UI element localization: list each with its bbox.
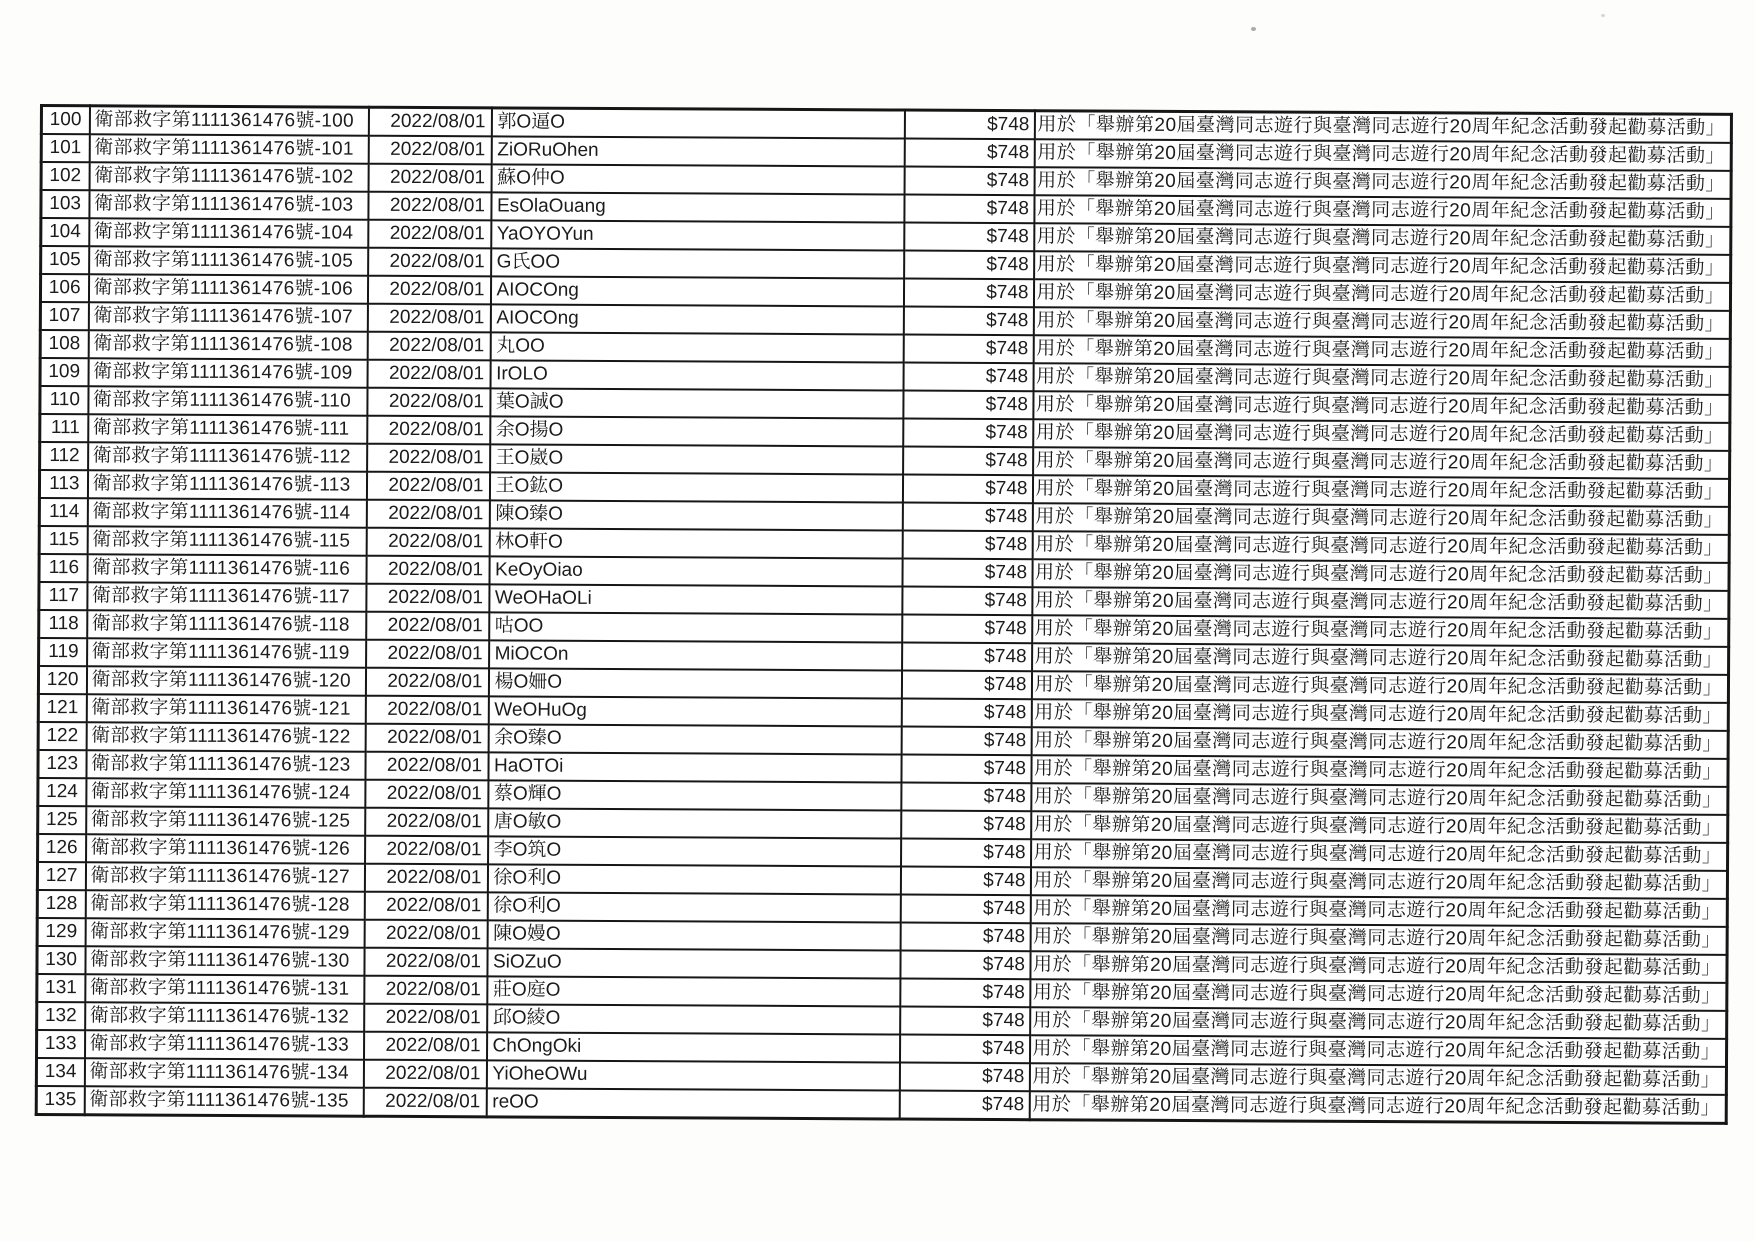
- purpose-cell: 用於「舉辦第20屆臺灣同志遊行與臺灣同志遊行20周年紀念活動發起勸募活動」: [1031, 727, 1728, 759]
- row-number-cell: 104: [41, 218, 89, 246]
- permit-number-cell: 衛部救字第1111361476號-108: [88, 330, 367, 359]
- permit-number-cell: 衛部救字第1111361476號-130: [85, 946, 364, 975]
- purpose-cell: 用於「舉辦第20屆臺灣同志遊行與臺灣同志遊行20周年紀念活動發起勸募活動」: [1032, 503, 1729, 535]
- amount-cell: $748: [904, 195, 1034, 224]
- amount-cell: $748: [899, 1035, 1029, 1064]
- row-number-cell: 109: [40, 358, 88, 386]
- permit-number-cell: 衛部救字第1111361476號-120: [86, 666, 365, 695]
- row-number-cell: 121: [38, 694, 86, 722]
- amount-cell: $748: [903, 279, 1033, 308]
- donor-name-cell: 蘇O仲O: [491, 164, 904, 194]
- amount-cell: $748: [901, 699, 1031, 728]
- amount-cell: $748: [902, 643, 1032, 672]
- permit-number-cell: 衛部救字第1111361476號-121: [86, 694, 365, 723]
- donor-name-cell: 邱O綾O: [487, 1004, 900, 1034]
- row-number-cell: 101: [41, 134, 89, 162]
- permit-number-cell: 衛部救字第1111361476號-134: [84, 1058, 363, 1087]
- row-number-cell: 128: [37, 890, 85, 918]
- date-cell: 2022/08/01: [364, 892, 487, 921]
- date-cell: 2022/08/01: [367, 444, 490, 473]
- amount-cell: $748: [900, 895, 1030, 924]
- purpose-cell: 用於「舉辦第20屆臺灣同志遊行與臺灣同志遊行20周年紀念活動發起勸募活動」: [1031, 671, 1728, 703]
- purpose-cell: 用於「舉辦第20屆臺灣同志遊行與臺灣同志遊行20周年紀念活動發起勸募活動」: [1032, 615, 1729, 647]
- date-cell: 2022/08/01: [364, 1004, 487, 1033]
- date-cell: 2022/08/01: [366, 556, 489, 585]
- date-cell: 2022/08/01: [364, 976, 487, 1005]
- permit-number-cell: 衛部救字第1111361476號-116: [87, 554, 366, 583]
- date-cell: 2022/08/01: [368, 220, 491, 249]
- date-cell: 2022/08/01: [366, 640, 489, 669]
- purpose-cell: 用於「舉辦第20屆臺灣同志遊行與臺灣同志遊行20周年紀念活動發起勸募活動」: [1031, 839, 1728, 871]
- donor-name-cell: 葉O誠O: [490, 388, 903, 418]
- date-cell: 2022/08/01: [365, 836, 488, 865]
- row-number-cell: 126: [38, 834, 86, 862]
- permit-number-cell: 衛部救字第1111361476號-122: [86, 722, 365, 751]
- date-cell: 2022/08/01: [365, 752, 488, 781]
- date-cell: 2022/08/01: [367, 416, 490, 445]
- date-cell: 2022/08/01: [367, 360, 490, 389]
- permit-number-cell: 衛部救字第1111361476號-128: [85, 890, 364, 919]
- scan-speck: [1187, 1089, 1193, 1092]
- amount-cell: $748: [902, 587, 1032, 616]
- donor-name-cell: 楊O姍O: [488, 668, 901, 698]
- row-number-cell: 115: [39, 526, 87, 554]
- purpose-cell: 用於「舉辦第20屆臺灣同志遊行與臺灣同志遊行20周年紀念活動發起勸募活動」: [1033, 391, 1730, 423]
- amount-cell: $748: [901, 727, 1031, 756]
- donor-name-cell: 蔡O輝O: [488, 780, 901, 810]
- donor-name-cell: AIOCOng: [490, 304, 903, 334]
- row-number-cell: 122: [38, 722, 86, 750]
- donor-name-cell: 陳O臻O: [489, 500, 902, 530]
- row-number-cell: 108: [40, 330, 88, 358]
- row-number-cell: 117: [39, 582, 87, 610]
- amount-cell: $748: [903, 307, 1033, 336]
- permit-number-cell: 衛部救字第1111361476號-127: [85, 862, 364, 891]
- purpose-cell: 用於「舉辦第20屆臺灣同志遊行與臺灣同志遊行20周年紀念活動發起勸募活動」: [1030, 895, 1727, 927]
- donor-name-cell: YiOheOWu: [486, 1060, 899, 1090]
- permit-number-cell: 衛部救字第1111361476號-111: [88, 414, 367, 443]
- row-number-cell: 116: [39, 554, 87, 582]
- permit-number-cell: 衛部救字第1111361476號-129: [85, 918, 364, 947]
- purpose-cell: 用於「舉辦第20屆臺灣同志遊行與臺灣同志遊行20周年紀念活動發起勸募活動」: [1029, 1063, 1726, 1095]
- purpose-cell: 用於「舉辦第20屆臺灣同志遊行與臺灣同志遊行20周年紀念活動發起勸募活動」: [1033, 419, 1730, 451]
- row-number-cell: 131: [37, 974, 85, 1002]
- date-cell: 2022/08/01: [368, 164, 491, 193]
- purpose-cell: 用於「舉辦第20屆臺灣同志遊行與臺灣同志遊行20周年紀念活動發起勸募活動」: [1033, 307, 1730, 339]
- permit-number-cell: 衛部救字第1111361476號-124: [86, 778, 365, 807]
- amount-cell: $748: [900, 867, 1030, 896]
- purpose-cell: 用於「舉辦第20屆臺灣同志遊行與臺灣同志遊行20周年紀念活動發起勸募活動」: [1034, 111, 1731, 143]
- date-cell: 2022/08/01: [365, 668, 488, 697]
- donor-name-cell: SiOZuO: [487, 948, 900, 978]
- donor-name-cell: IrOLO: [490, 360, 903, 390]
- permit-number-cell: 衛部救字第1111361476號-118: [87, 610, 366, 639]
- purpose-cell: 用於「舉辦第20屆臺灣同志遊行與臺灣同志遊行20周年紀念活動發起勸募活動」: [1032, 475, 1729, 507]
- amount-cell: $748: [903, 419, 1033, 448]
- row-number-cell: 105: [41, 246, 89, 274]
- purpose-cell: 用於「舉辦第20屆臺灣同志遊行與臺灣同志遊行20周年紀念活動發起勸募活動」: [1033, 447, 1730, 479]
- row-number-cell: 120: [38, 666, 86, 694]
- date-cell: 2022/08/01: [365, 696, 488, 725]
- row-number-cell: 112: [40, 442, 88, 470]
- permit-number-cell: 衛部救字第1111361476號-135: [84, 1086, 363, 1116]
- row-number-cell: 125: [38, 806, 86, 834]
- amount-cell: $748: [901, 671, 1031, 700]
- date-cell: 2022/08/01: [364, 948, 487, 977]
- permit-number-cell: 衛部救字第1111361476號-123: [86, 750, 365, 779]
- amount-cell: $748: [903, 447, 1033, 476]
- purpose-cell: 用於「舉辦第20屆臺灣同志遊行與臺灣同志遊行20周年紀念活動發起勸募活動」: [1030, 867, 1727, 899]
- permit-number-cell: 衛部救字第1111361476號-104: [89, 218, 368, 247]
- amount-cell: $748: [900, 923, 1030, 952]
- permit-number-cell: 衛部救字第1111361476號-106: [88, 274, 367, 303]
- donor-name-cell: 余O臻O: [488, 724, 901, 754]
- donation-ledger-table: [35, 104, 1733, 1125]
- donor-name-cell: G氏OO: [491, 248, 904, 278]
- purpose-cell: 用於「舉辦第20屆臺灣同志遊行與臺灣同志遊行20周年紀念活動發起勸募活動」: [1034, 223, 1731, 255]
- row-number-cell: 102: [41, 162, 89, 190]
- permit-number-cell: 衛部救字第1111361476號-132: [85, 1002, 364, 1031]
- permit-number-cell: 衛部救字第1111361476號-107: [88, 302, 367, 331]
- date-cell: 2022/08/01: [363, 1060, 486, 1089]
- donor-name-cell: 莊O庭O: [487, 976, 900, 1006]
- purpose-cell: 用於「舉辦第20屆臺灣同志遊行與臺灣同志遊行20周年紀念活動發起勸募活動」: [1034, 139, 1731, 171]
- row-number-cell: 132: [37, 1002, 85, 1030]
- donor-name-cell: 余O揚O: [490, 416, 903, 446]
- permit-number-cell: 衛部救字第1111361476號-102: [89, 162, 368, 191]
- purpose-cell: 用於「舉辦第20屆臺灣同志遊行與臺灣同志遊行20周年紀念活動發起勸募活動」: [1032, 559, 1729, 591]
- donor-name-cell: MiOCOn: [489, 640, 902, 670]
- donor-name-cell: ZiORuOhen: [491, 136, 904, 166]
- purpose-cell: 用於「舉辦第20屆臺灣同志遊行與臺灣同志遊行20周年紀念活動發起勸募活動」: [1032, 643, 1729, 675]
- amount-cell: $748: [904, 167, 1034, 196]
- scan-speck: [1251, 27, 1256, 31]
- purpose-cell: 用於「舉辦第20屆臺灣同志遊行與臺灣同志遊行20周年紀念活動發起勸募活動」: [1031, 699, 1728, 731]
- amount-cell: $748: [902, 615, 1032, 644]
- row-number-cell: 127: [37, 862, 85, 890]
- donor-name-cell: 郭O逼O: [491, 108, 904, 139]
- purpose-cell: 用於「舉辦第20屆臺灣同志遊行與臺灣同志遊行20周年紀念活動發起勸募活動」: [1030, 923, 1727, 955]
- purpose-cell: 用於「舉辦第20屆臺灣同志遊行與臺灣同志遊行20周年紀念活動發起勸募活動」: [1031, 755, 1728, 787]
- amount-cell: $748: [903, 391, 1033, 420]
- amount-cell: $748: [904, 110, 1034, 139]
- amount-cell: $748: [901, 839, 1031, 868]
- purpose-cell: 用於「舉辦第20屆臺灣同志遊行與臺灣同志遊行20周年紀念活動發起勸募活動」: [1030, 1007, 1727, 1039]
- amount-cell: $748: [902, 475, 1032, 504]
- purpose-cell: 用於「舉辦第20屆臺灣同志遊行與臺灣同志遊行20周年紀念活動發起勸募活動」: [1030, 979, 1727, 1011]
- amount-cell: $748: [903, 335, 1033, 364]
- purpose-cell: 用於「舉辦第20屆臺灣同志遊行與臺灣同志遊行20周年紀念活動發起勸募活動」: [1034, 251, 1731, 283]
- permit-number-cell: 衛部救字第1111361476號-112: [88, 442, 367, 471]
- row-number-cell: 107: [40, 302, 88, 330]
- date-cell: 2022/08/01: [366, 612, 489, 641]
- amount-cell: $748: [901, 755, 1031, 784]
- date-cell: 2022/08/01: [364, 1032, 487, 1061]
- date-cell: 2022/08/01: [366, 584, 489, 613]
- donor-name-cell: 王O崴O: [490, 444, 903, 474]
- row-number-cell: 123: [38, 750, 86, 778]
- row-number-cell: 110: [40, 386, 88, 414]
- amount-cell: $748: [904, 251, 1034, 280]
- purpose-cell: 用於「舉辦第20屆臺灣同志遊行與臺灣同志遊行20周年紀念活動發起勸募活動」: [1033, 279, 1730, 311]
- date-cell: 2022/08/01: [365, 808, 488, 837]
- donor-name-cell: HaOTOi: [488, 752, 901, 782]
- purpose-cell: 用於「舉辦第20屆臺灣同志遊行與臺灣同志遊行20周年紀念活動發起勸募活動」: [1033, 363, 1730, 395]
- date-cell: 2022/08/01: [364, 920, 487, 949]
- permit-number-cell: 衛部救字第1111361476號-109: [88, 358, 367, 387]
- amount-cell: $748: [900, 1007, 1030, 1036]
- purpose-cell: 用於「舉辦第20屆臺灣同志遊行與臺灣同志遊行20周年紀念活動發起勸募活動」: [1032, 531, 1729, 563]
- donor-name-cell: WeOHuOg: [488, 696, 901, 726]
- permit-number-cell: 衛部救字第1111361476號-101: [89, 134, 368, 163]
- amount-cell: $748: [902, 503, 1032, 532]
- donor-name-cell: 咕OO: [489, 612, 902, 642]
- permit-number-cell: 衛部救字第1111361476號-115: [87, 526, 366, 555]
- permit-number-cell: 衛部救字第1111361476號-126: [86, 834, 365, 863]
- date-cell: 2022/08/01: [367, 276, 490, 305]
- date-cell: 2022/08/01: [365, 724, 488, 753]
- date-cell: 2022/08/01: [367, 332, 490, 361]
- permit-number-cell: 衛部救字第1111361476號-113: [87, 470, 366, 499]
- row-number-cell: 113: [39, 470, 87, 498]
- amount-cell: $748: [903, 363, 1033, 392]
- date-cell: 2022/08/01: [366, 500, 489, 529]
- donor-name-cell: 徐O利O: [487, 892, 900, 922]
- permit-number-cell: 衛部救字第1111361476號-125: [86, 806, 365, 835]
- purpose-cell: 用於「舉辦第20屆臺灣同志遊行與臺灣同志遊行20周年紀念活動發起勸募活動」: [1030, 951, 1727, 983]
- scan-speck: [1601, 14, 1605, 17]
- row-number-cell: 118: [39, 610, 87, 638]
- row-number-cell: 130: [37, 946, 85, 974]
- permit-number-cell: 衛部救字第1111361476號-105: [89, 246, 368, 275]
- donor-name-cell: 徐O利O: [487, 864, 900, 894]
- date-cell: 2022/08/01: [363, 1088, 486, 1117]
- purpose-cell: 用於「舉辦第20屆臺灣同志遊行與臺灣同志遊行20周年紀念活動發起勸募活動」: [1032, 587, 1729, 619]
- row-number-cell: 119: [39, 638, 87, 666]
- permit-number-cell: 衛部救字第1111361476號-110: [88, 386, 367, 415]
- date-cell: 2022/08/01: [366, 528, 489, 557]
- row-number-cell: 114: [39, 498, 87, 526]
- date-cell: 2022/08/01: [368, 248, 491, 277]
- donor-name-cell: AIOCOng: [490, 276, 903, 306]
- date-cell: 2022/08/01: [368, 192, 491, 221]
- row-number-cell: 134: [36, 1058, 84, 1086]
- amount-cell: $748: [902, 559, 1032, 588]
- row-number-cell: 124: [38, 778, 86, 806]
- donor-name-cell: 李O筑O: [488, 836, 901, 866]
- permit-number-cell: 衛部救字第1111361476號-133: [85, 1030, 364, 1059]
- donor-name-cell: ChOngOki: [486, 1032, 899, 1062]
- row-number-cell: 135: [36, 1086, 84, 1115]
- row-number-cell: 133: [37, 1030, 85, 1058]
- donor-name-cell: YaOYOYun: [491, 220, 904, 250]
- row-number-cell: 103: [41, 190, 89, 218]
- purpose-cell: 用於「舉辦第20屆臺灣同志遊行與臺灣同志遊行20周年紀念活動發起勸募活動」: [1033, 335, 1730, 367]
- row-number-cell: 129: [37, 918, 85, 946]
- amount-cell: $748: [900, 979, 1030, 1008]
- row-number-cell: 111: [40, 414, 88, 442]
- date-cell: 2022/08/01: [368, 107, 491, 136]
- permit-number-cell: 衛部救字第1111361476號-100: [89, 106, 368, 136]
- amount-cell: $748: [899, 1063, 1029, 1092]
- date-cell: 2022/08/01: [365, 780, 488, 809]
- permit-number-cell: 衛部救字第1111361476號-119: [87, 638, 366, 667]
- permit-number-cell: 衛部救字第1111361476號-114: [87, 498, 366, 527]
- date-cell: 2022/08/01: [364, 864, 487, 893]
- purpose-cell: 用於「舉辦第20屆臺灣同志遊行與臺灣同志遊行20周年紀念活動發起勸募活動」: [1031, 811, 1728, 843]
- amount-cell: $748: [904, 139, 1034, 168]
- date-cell: 2022/08/01: [368, 136, 491, 165]
- donor-name-cell: 唐O敏O: [488, 808, 901, 838]
- amount-cell: $748: [901, 811, 1031, 840]
- donor-name-cell: 林O軒O: [489, 528, 902, 558]
- amount-cell: $748: [902, 531, 1032, 560]
- donor-name-cell: 丸OO: [490, 332, 903, 362]
- row-number-cell: 100: [41, 106, 89, 135]
- purpose-cell: 用於「舉辦第20屆臺灣同志遊行與臺灣同志遊行20周年紀念活動發起勸募活動」: [1029, 1091, 1726, 1123]
- amount-cell: $748: [901, 783, 1031, 812]
- permit-number-cell: 衛部救字第1111361476號-103: [89, 190, 368, 219]
- purpose-cell: 用於「舉辦第20屆臺灣同志遊行與臺灣同志遊行20周年紀念活動發起勸募活動」: [1029, 1035, 1726, 1067]
- donor-name-cell: KeOyOiao: [489, 556, 902, 586]
- row-number-cell: 106: [40, 274, 88, 302]
- permit-number-cell: 衛部救字第1111361476號-117: [87, 582, 366, 611]
- purpose-cell: 用於「舉辦第20屆臺灣同志遊行與臺灣同志遊行20周年紀念活動發起勸募活動」: [1034, 167, 1731, 199]
- donor-name-cell: reOO: [486, 1088, 899, 1119]
- donor-name-cell: EsOlaOuang: [491, 192, 904, 222]
- permit-number-cell: 衛部救字第1111361476號-131: [85, 974, 364, 1003]
- date-cell: 2022/08/01: [366, 472, 489, 501]
- purpose-cell: 用於「舉辦第20屆臺灣同志遊行與臺灣同志遊行20周年紀念活動發起勸募活動」: [1031, 783, 1728, 815]
- donor-name-cell: 陳O嫚O: [487, 920, 900, 950]
- amount-cell: $748: [904, 223, 1034, 252]
- amount-cell: $748: [899, 1091, 1029, 1120]
- date-cell: 2022/08/01: [367, 388, 490, 417]
- donor-name-cell: 王O鈜O: [489, 472, 902, 502]
- date-cell: 2022/08/01: [367, 304, 490, 333]
- purpose-cell: 用於「舉辦第20屆臺灣同志遊行與臺灣同志遊行20周年紀念活動發起勸募活動」: [1034, 195, 1731, 227]
- amount-cell: $748: [900, 951, 1030, 980]
- donor-name-cell: WeOHaOLi: [489, 584, 902, 614]
